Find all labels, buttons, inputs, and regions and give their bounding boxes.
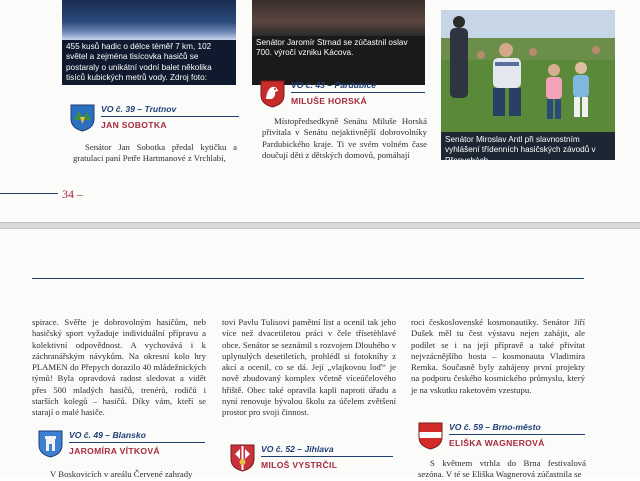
- page-number-rule: [0, 193, 58, 194]
- brno-coat-of-arms-icon: [418, 422, 443, 450]
- photo-firefighter-competition: [441, 10, 615, 165]
- section-rule: [69, 442, 205, 443]
- district-label: VO č. 52 – Jihlava: [261, 444, 334, 454]
- district-label: VO č. 59 – Brno-město: [449, 422, 541, 432]
- photo-fire-hose-water-ballet: [62, 0, 236, 93]
- page-number: 34 –: [62, 187, 83, 201]
- senator-section-jihlava: [230, 444, 400, 476]
- text-column-wagnerova: [418, 458, 586, 481]
- jihlava-coat-of-arms-icon: [230, 444, 255, 472]
- top-page: [0, 0, 640, 222]
- district-label: VO č. 39 – Trutnov: [101, 104, 177, 114]
- text-column-hasici: [32, 317, 206, 419]
- section-rule: [291, 92, 425, 93]
- senator-name: ELIŠKA WAGNEROVÁ: [449, 438, 545, 448]
- photo-kacov-celebration: [252, 0, 425, 85]
- paragraph: tovi Pavlu Tulisovi pamětní list a ocenil tak jeho více než dvacetiletou práci v čele třísetèhlavé obce. Senátor se seznámil s rozvojem Dlouhého v uplynulých desetiletích, prohlédl si fotokníhy z akcí a ocenil, co se dá. Její „vlajkovou loď“ je nově zbudovaný komplex včetně víceúčelového hřiště. Obec také opravila kapli naproti úřadu a nyní renovuje bývalou školu za účelem zvětšení prostor pro svoji činnost.: [222, 317, 396, 418]
- text-column-kosmonautika: [411, 317, 585, 396]
- paragraph: S květnem vtrhla do Brna festivalová sezóna. V té se Eliška Wagnerová zúčastnila se: [418, 458, 586, 480]
- bottom-page: [0, 229, 640, 480]
- text-column-dlouhe: [222, 317, 396, 419]
- senator-name: MILOŠ VYSTRČIL: [261, 460, 338, 470]
- trutnov-coat-of-arms-icon: [70, 104, 95, 132]
- paragraph: roci československé kosmonautiky. Senátor Jiří Dušek měl tu čest výstavu nejen zahájit, ale podílet se i na její přípravě a také přivítat nejvzácnějšího hosta – kosmonauta Vladimíra Remka. Současně byly zahájeny první projekty na podporu českého kosmického průmyslu, který je na vskutku raketovém vzestupu.: [411, 317, 585, 395]
- text-column-sobotka: [73, 142, 237, 165]
- text-column-vitkova: [38, 469, 208, 480]
- photo-illustration: [441, 10, 615, 132]
- senator-section-blansko: [38, 430, 208, 462]
- paragraph: V Boskovicích v areálu Červené zahrady: [50, 469, 193, 479]
- section-rule: [449, 434, 585, 435]
- senator-name: JAN SOBOTKA: [101, 120, 167, 130]
- paragraph: Místopředsedkyně Senátu Miluše Horská přivítala v Senátu nejaktivnější dobrovolníky Pardubického kraje. Ti ve svém volném čase doučují děti z dětských domovů, pomáhají: [262, 116, 427, 160]
- photo-image: [62, 0, 236, 40]
- section-rule: [101, 116, 239, 117]
- paragraph: Senátor Jan Sobotka předal kytičku a gratulaci paní Petře Hartmanové z Vrchlabí,: [73, 142, 237, 164]
- text-column-horska: [262, 116, 427, 161]
- senator-section-trutnov: [70, 104, 250, 134]
- senator-name: JAROMÍRA VÍTKOVÁ: [69, 446, 160, 456]
- photo-image: [441, 10, 615, 132]
- pardubice-coat-of-arms-icon: [260, 80, 285, 108]
- photo-caption: Senátor Jaromír Strnad se zúčastnil oslav 700. výročí vzniku Kácova.: [256, 38, 408, 58]
- page-separator: [0, 222, 640, 229]
- senator-section-brno-mesto: [418, 422, 588, 454]
- senator-section-pardubice: [260, 80, 440, 110]
- photo-caption: 455 kusů hadic o délce téměř 7 km, 102 světel a zejména tisícovka hasičů se postaraly o unikátní vodní balet několika tisíců kubických metrů vody. Zdroj foto: pozary.cz: [66, 42, 212, 93]
- blansko-coat-of-arms-icon: [38, 430, 63, 458]
- district-label: VO č. 49 – Blansko: [69, 430, 146, 440]
- photo-image: [252, 0, 425, 36]
- section-rule: [261, 456, 393, 457]
- senator-name: MILUŠE HORSKÁ: [291, 96, 367, 106]
- district-label: VO č. 43 – Pardubice: [291, 80, 377, 90]
- header-rule: [32, 278, 584, 279]
- paragraph: spirace. Svěřte je dobrovolným hasičům, neb hasičský sport vyžaduje individuální přípravu a kolektivní odpovědnost. A vychovává i k záchranářským návykům. Na okresní kolo hry PLAMEN do Přepych dorazilo 40 mládežnických týmů! Byla opravdová radost sledovat a vidět přes 500 mladých hasičů, trenérů, rodičů i starších kolegů – hasičů. Díky vám, kteří se starají o malé hasiče.: [32, 317, 206, 418]
- photo-caption: Senátor Miroslav Antl při slavnostním vyhlášení třídenních hasičských závodů v Přepychách.: [445, 135, 596, 165]
